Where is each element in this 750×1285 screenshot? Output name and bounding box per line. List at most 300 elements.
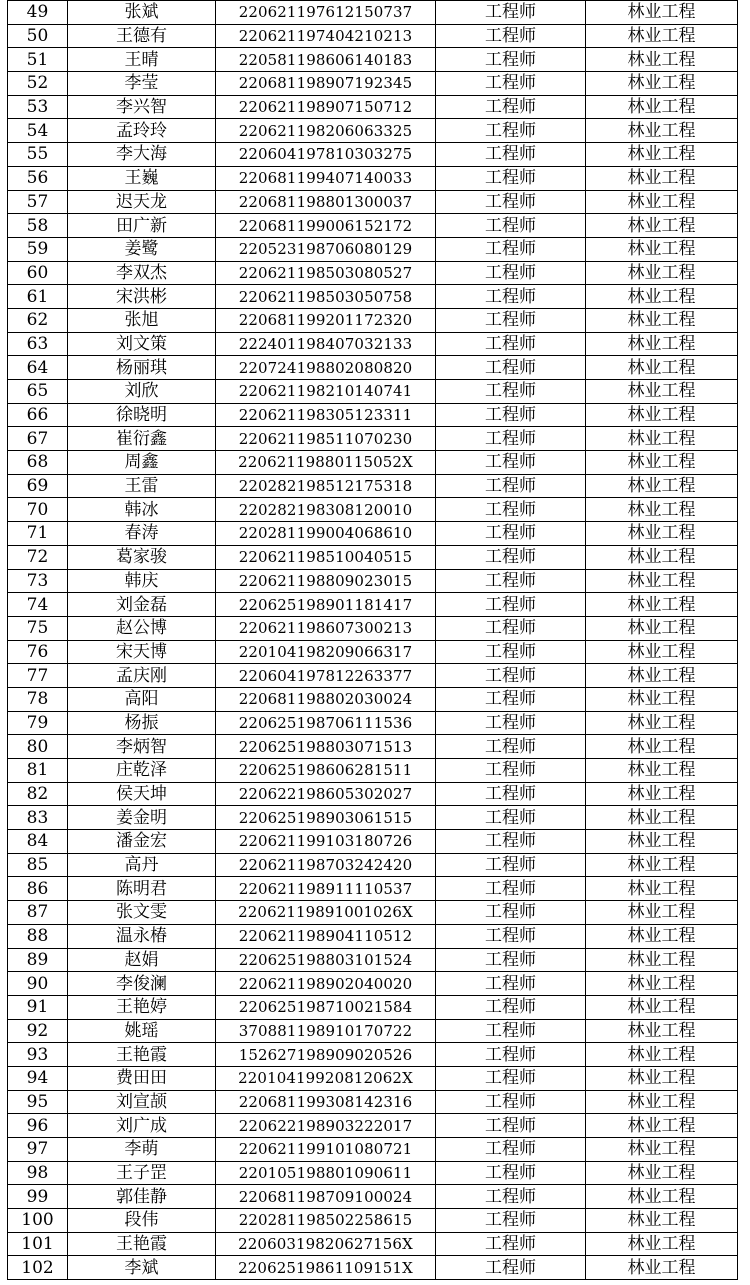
- name-cell: 李莹: [68, 72, 216, 96]
- name-cell: 刘宣颉: [68, 1090, 216, 1114]
- name-cell: 葛家骏: [68, 545, 216, 569]
- title-cell: 工程师: [436, 24, 586, 48]
- table-row: [8, 1090, 738, 1114]
- title-cell: 工程师: [436, 48, 586, 72]
- table-row: [8, 972, 738, 996]
- row-number-cell: 77: [8, 664, 68, 688]
- title-cell: 工程师: [436, 735, 586, 759]
- table-row: [8, 1114, 738, 1138]
- row-number-cell: 79: [8, 711, 68, 735]
- title-cell: 工程师: [436, 569, 586, 593]
- field-cell: 林业工程: [586, 72, 738, 96]
- field-cell: 林业工程: [586, 1161, 738, 1185]
- title-cell: 工程师: [436, 119, 586, 143]
- table-row: [8, 308, 738, 332]
- roster-table: [7, 0, 738, 1280]
- row-number-cell: 50: [8, 24, 68, 48]
- name-cell: 潘金宏: [68, 830, 216, 854]
- field-cell: 林业工程: [586, 403, 738, 427]
- name-cell: 宋洪彬: [68, 285, 216, 309]
- table-row: [8, 427, 738, 451]
- row-number-cell: 80: [8, 735, 68, 759]
- id-number-cell: 220625198901181417: [216, 593, 436, 617]
- row-number-cell: 55: [8, 143, 68, 167]
- title-cell: 工程师: [436, 853, 586, 877]
- row-number-cell: 57: [8, 190, 68, 214]
- id-number-cell: 220621198305123311: [216, 403, 436, 427]
- table-row: [8, 759, 738, 783]
- row-number-cell: 84: [8, 830, 68, 854]
- field-cell: 林业工程: [586, 995, 738, 1019]
- title-cell: 工程师: [436, 782, 586, 806]
- table-row: [8, 48, 738, 72]
- table-row: [8, 403, 738, 427]
- title-cell: 工程师: [436, 830, 586, 854]
- table-row: [8, 806, 738, 830]
- title-cell: 工程师: [436, 166, 586, 190]
- field-cell: 林业工程: [586, 214, 738, 238]
- id-number-cell: 220681198907192345: [216, 72, 436, 96]
- id-number-cell: 220681198802030024: [216, 687, 436, 711]
- row-number-cell: 51: [8, 48, 68, 72]
- title-cell: 工程师: [436, 1090, 586, 1114]
- title-cell: 工程师: [436, 498, 586, 522]
- title-cell: 工程师: [436, 1209, 586, 1233]
- title-cell: 工程师: [436, 1043, 586, 1067]
- table-row: [8, 1232, 738, 1256]
- name-cell: 张旭: [68, 308, 216, 332]
- table-row: [8, 119, 738, 143]
- id-number-cell: 22062119880115052X: [216, 451, 436, 475]
- table-row: [8, 214, 738, 238]
- row-number-cell: 64: [8, 356, 68, 380]
- table-row: [8, 24, 738, 48]
- table-row: [8, 877, 738, 901]
- table-row: [8, 545, 738, 569]
- title-cell: 工程师: [436, 1019, 586, 1043]
- id-number-cell: 220622198605302027: [216, 782, 436, 806]
- name-cell: 田广新: [68, 214, 216, 238]
- field-cell: 林业工程: [586, 190, 738, 214]
- field-cell: 林业工程: [586, 143, 738, 167]
- field-cell: 林业工程: [586, 1256, 738, 1280]
- row-number-cell: 65: [8, 380, 68, 404]
- id-number-cell: 220523198706080129: [216, 237, 436, 261]
- table-row: [8, 924, 738, 948]
- id-number-cell: 220621198809023015: [216, 569, 436, 593]
- table-row: [8, 72, 738, 96]
- title-cell: 工程师: [436, 759, 586, 783]
- row-number-cell: 56: [8, 166, 68, 190]
- name-cell: 孟玲玲: [68, 119, 216, 143]
- row-number-cell: 82: [8, 782, 68, 806]
- field-cell: 林业工程: [586, 356, 738, 380]
- row-number-cell: 68: [8, 451, 68, 475]
- table-row: [8, 640, 738, 664]
- row-number-cell: 98: [8, 1161, 68, 1185]
- table-row: [8, 261, 738, 285]
- name-cell: 段伟: [68, 1209, 216, 1233]
- row-number-cell: 85: [8, 853, 68, 877]
- row-number-cell: 96: [8, 1114, 68, 1138]
- field-cell: 林业工程: [586, 261, 738, 285]
- title-cell: 工程师: [436, 237, 586, 261]
- id-number-cell: 220621198607300213: [216, 616, 436, 640]
- row-number-cell: 58: [8, 214, 68, 238]
- row-number-cell: 89: [8, 948, 68, 972]
- name-cell: 崔衍鑫: [68, 427, 216, 451]
- field-cell: 林业工程: [586, 1090, 738, 1114]
- name-cell: 王晴: [68, 48, 216, 72]
- field-cell: 林业工程: [586, 1185, 738, 1209]
- table-row: [8, 1256, 738, 1280]
- field-cell: 林业工程: [586, 166, 738, 190]
- id-number-cell: 220621198904110512: [216, 924, 436, 948]
- id-number-cell: 220621198210140741: [216, 380, 436, 404]
- table-row: [8, 830, 738, 854]
- row-number-cell: 99: [8, 1185, 68, 1209]
- id-number-cell: 220681199006152172: [216, 214, 436, 238]
- field-cell: 林业工程: [586, 593, 738, 617]
- name-cell: 王巍: [68, 166, 216, 190]
- row-number-cell: 67: [8, 427, 68, 451]
- name-cell: 李兴智: [68, 95, 216, 119]
- row-number-cell: 78: [8, 687, 68, 711]
- field-cell: 林业工程: [586, 853, 738, 877]
- table-row: [8, 166, 738, 190]
- id-number-cell: 220621197404210213: [216, 24, 436, 48]
- field-cell: 林业工程: [586, 782, 738, 806]
- id-number-cell: 220105198801090611: [216, 1161, 436, 1185]
- field-cell: 林业工程: [586, 24, 738, 48]
- table-row: [8, 522, 738, 546]
- name-cell: 杨振: [68, 711, 216, 735]
- name-cell: 李炳智: [68, 735, 216, 759]
- row-number-cell: 63: [8, 332, 68, 356]
- title-cell: 工程师: [436, 214, 586, 238]
- name-cell: 陈明君: [68, 877, 216, 901]
- row-number-cell: 87: [8, 901, 68, 925]
- name-cell: 刘金磊: [68, 593, 216, 617]
- table-row: [8, 901, 738, 925]
- field-cell: 林业工程: [586, 687, 738, 711]
- table-row: [8, 474, 738, 498]
- title-cell: 工程师: [436, 664, 586, 688]
- title-cell: 工程师: [436, 522, 586, 546]
- field-cell: 林业工程: [586, 1114, 738, 1138]
- id-number-cell: 220621199103180726: [216, 830, 436, 854]
- id-number-cell: 370881198910170722: [216, 1019, 436, 1043]
- id-number-cell: 220621198511070230: [216, 427, 436, 451]
- title-cell: 工程师: [436, 593, 586, 617]
- table-row: [8, 687, 738, 711]
- row-number-cell: 100: [8, 1209, 68, 1233]
- name-cell: 张斌: [68, 1, 216, 25]
- row-number-cell: 59: [8, 237, 68, 261]
- title-cell: 工程师: [436, 1114, 586, 1138]
- id-number-cell: 220622198903222017: [216, 1114, 436, 1138]
- name-cell: 周鑫: [68, 451, 216, 475]
- title-cell: 工程师: [436, 948, 586, 972]
- row-number-cell: 62: [8, 308, 68, 332]
- name-cell: 王德有: [68, 24, 216, 48]
- field-cell: 林业工程: [586, 285, 738, 309]
- id-number-cell: 220581198606140183: [216, 48, 436, 72]
- id-number-cell: 220621198206063325: [216, 119, 436, 143]
- title-cell: 工程师: [436, 924, 586, 948]
- table-row: [8, 1, 738, 25]
- title-cell: 工程师: [436, 687, 586, 711]
- id-number-cell: 220621198503080527: [216, 261, 436, 285]
- id-number-cell: 220625198803071513: [216, 735, 436, 759]
- table-row: [8, 1138, 738, 1162]
- row-number-cell: 54: [8, 119, 68, 143]
- field-cell: 林业工程: [586, 1232, 738, 1256]
- table-row: [8, 1185, 738, 1209]
- field-cell: 林业工程: [586, 1209, 738, 1233]
- id-number-cell: 220621198510040515: [216, 545, 436, 569]
- table-row: [8, 143, 738, 167]
- name-cell: 刘欣: [68, 380, 216, 404]
- table-row: [8, 332, 738, 356]
- table-row: [8, 356, 738, 380]
- id-number-cell: 22062119891001026X: [216, 901, 436, 925]
- field-cell: 林业工程: [586, 711, 738, 735]
- row-number-cell: 88: [8, 924, 68, 948]
- field-cell: 林业工程: [586, 972, 738, 996]
- table-row: [8, 1043, 738, 1067]
- title-cell: 工程师: [436, 1161, 586, 1185]
- name-cell: 韩冰: [68, 498, 216, 522]
- field-cell: 林业工程: [586, 569, 738, 593]
- name-cell: 赵公博: [68, 616, 216, 640]
- title-cell: 工程师: [436, 545, 586, 569]
- table-row: [8, 593, 738, 617]
- name-cell: 杨丽琪: [68, 356, 216, 380]
- name-cell: 孟庆刚: [68, 664, 216, 688]
- id-number-cell: 220681199407140033: [216, 166, 436, 190]
- title-cell: 工程师: [436, 877, 586, 901]
- row-number-cell: 90: [8, 972, 68, 996]
- id-number-cell: 220625198803101524: [216, 948, 436, 972]
- table-row: [8, 735, 738, 759]
- row-number-cell: 91: [8, 995, 68, 1019]
- id-number-cell: 152627198909020526: [216, 1043, 436, 1067]
- title-cell: 工程师: [436, 285, 586, 309]
- title-cell: 工程师: [436, 995, 586, 1019]
- name-cell: 刘广成: [68, 1114, 216, 1138]
- field-cell: 林业工程: [586, 759, 738, 783]
- name-cell: 迟天龙: [68, 190, 216, 214]
- table-row: [8, 1019, 738, 1043]
- name-cell: 宋天博: [68, 640, 216, 664]
- field-cell: 林业工程: [586, 522, 738, 546]
- id-number-cell: 220282198308120010: [216, 498, 436, 522]
- field-cell: 林业工程: [586, 1043, 738, 1067]
- field-cell: 林业工程: [586, 640, 738, 664]
- id-number-cell: 220621199101080721: [216, 1138, 436, 1162]
- field-cell: 林业工程: [586, 545, 738, 569]
- name-cell: 李萌: [68, 1138, 216, 1162]
- id-number-cell: 220282198512175318: [216, 474, 436, 498]
- name-cell: 庄乾泽: [68, 759, 216, 783]
- id-number-cell: 22060319820627156X: [216, 1232, 436, 1256]
- title-cell: 工程师: [436, 711, 586, 735]
- id-number-cell: 22010419920812062X: [216, 1066, 436, 1090]
- title-cell: 工程师: [436, 403, 586, 427]
- title-cell: 工程师: [436, 1138, 586, 1162]
- name-cell: 王雷: [68, 474, 216, 498]
- title-cell: 工程师: [436, 616, 586, 640]
- field-cell: 林业工程: [586, 332, 738, 356]
- table-row: [8, 616, 738, 640]
- row-number-cell: 97: [8, 1138, 68, 1162]
- title-cell: 工程师: [436, 332, 586, 356]
- title-cell: 工程师: [436, 72, 586, 96]
- name-cell: 费田田: [68, 1066, 216, 1090]
- name-cell: 侯天坤: [68, 782, 216, 806]
- table-row: [8, 569, 738, 593]
- title-cell: 工程师: [436, 190, 586, 214]
- table-row: [8, 498, 738, 522]
- title-cell: 工程师: [436, 1185, 586, 1209]
- title-cell: 工程师: [436, 308, 586, 332]
- name-cell: 韩庆: [68, 569, 216, 593]
- table-row: [8, 380, 738, 404]
- name-cell: 李斌: [68, 1256, 216, 1280]
- id-number-cell: 22062519861109151X: [216, 1256, 436, 1280]
- title-cell: 工程师: [436, 356, 586, 380]
- table-row: [8, 711, 738, 735]
- field-cell: 林业工程: [586, 95, 738, 119]
- row-number-cell: 60: [8, 261, 68, 285]
- field-cell: 林业工程: [586, 830, 738, 854]
- field-cell: 林业工程: [586, 664, 738, 688]
- name-cell: 温永椿: [68, 924, 216, 948]
- id-number-cell: 220621198907150712: [216, 95, 436, 119]
- id-number-cell: 220724198802080820: [216, 356, 436, 380]
- row-number-cell: 71: [8, 522, 68, 546]
- table-row: [8, 995, 738, 1019]
- title-cell: 工程师: [436, 261, 586, 285]
- row-number-cell: 75: [8, 616, 68, 640]
- table-row: [8, 1161, 738, 1185]
- title-cell: 工程师: [436, 95, 586, 119]
- id-number-cell: 220604197810303275: [216, 143, 436, 167]
- name-cell: 王子罡: [68, 1161, 216, 1185]
- name-cell: 刘文策: [68, 332, 216, 356]
- id-number-cell: 220681199308142316: [216, 1090, 436, 1114]
- title-cell: 工程师: [436, 1, 586, 25]
- field-cell: 林业工程: [586, 308, 738, 332]
- field-cell: 林业工程: [586, 237, 738, 261]
- id-number-cell: 220625198706111536: [216, 711, 436, 735]
- row-number-cell: 61: [8, 285, 68, 309]
- field-cell: 林业工程: [586, 806, 738, 830]
- row-number-cell: 92: [8, 1019, 68, 1043]
- field-cell: 林业工程: [586, 924, 738, 948]
- title-cell: 工程师: [436, 640, 586, 664]
- name-cell: 徐晓明: [68, 403, 216, 427]
- title-cell: 工程师: [436, 972, 586, 996]
- field-cell: 林业工程: [586, 877, 738, 901]
- title-cell: 工程师: [436, 806, 586, 830]
- field-cell: 林业工程: [586, 1, 738, 25]
- table-row: [8, 1066, 738, 1090]
- title-cell: 工程师: [436, 1066, 586, 1090]
- name-cell: 王艳霞: [68, 1232, 216, 1256]
- table-row: [8, 853, 738, 877]
- id-number-cell: 220281199004068610: [216, 522, 436, 546]
- row-number-cell: 95: [8, 1090, 68, 1114]
- title-cell: 工程师: [436, 143, 586, 167]
- row-number-cell: 83: [8, 806, 68, 830]
- field-cell: 林业工程: [586, 498, 738, 522]
- id-number-cell: 220681199201172320: [216, 308, 436, 332]
- title-cell: 工程师: [436, 427, 586, 451]
- field-cell: 林业工程: [586, 735, 738, 759]
- title-cell: 工程师: [436, 474, 586, 498]
- name-cell: 赵娟: [68, 948, 216, 972]
- field-cell: 林业工程: [586, 451, 738, 475]
- id-number-cell: 222401198407032133: [216, 332, 436, 356]
- field-cell: 林业工程: [586, 616, 738, 640]
- roster-body: [8, 1, 738, 1280]
- title-cell: 工程师: [436, 1232, 586, 1256]
- table-row: [8, 451, 738, 475]
- table-row: [8, 190, 738, 214]
- table-row: [8, 95, 738, 119]
- name-cell: 姚瑶: [68, 1019, 216, 1043]
- id-number-cell: 220681198801300037: [216, 190, 436, 214]
- id-number-cell: 220621198911110537: [216, 877, 436, 901]
- row-number-cell: 53: [8, 95, 68, 119]
- name-cell: 姜金明: [68, 806, 216, 830]
- field-cell: 林业工程: [586, 1019, 738, 1043]
- field-cell: 林业工程: [586, 119, 738, 143]
- table-row: [8, 782, 738, 806]
- id-number-cell: 220625198710021584: [216, 995, 436, 1019]
- name-cell: 李俊澜: [68, 972, 216, 996]
- id-number-cell: 220621198503050758: [216, 285, 436, 309]
- name-cell: 李双杰: [68, 261, 216, 285]
- name-cell: 春涛: [68, 522, 216, 546]
- row-number-cell: 102: [8, 1256, 68, 1280]
- title-cell: 工程师: [436, 451, 586, 475]
- title-cell: 工程师: [436, 901, 586, 925]
- id-number-cell: 220625198606281511: [216, 759, 436, 783]
- field-cell: 林业工程: [586, 948, 738, 972]
- row-number-cell: 49: [8, 1, 68, 25]
- field-cell: 林业工程: [586, 1066, 738, 1090]
- row-number-cell: 101: [8, 1232, 68, 1256]
- field-cell: 林业工程: [586, 474, 738, 498]
- table-row: [8, 948, 738, 972]
- id-number-cell: 220104198209066317: [216, 640, 436, 664]
- id-number-cell: 220621197612150737: [216, 1, 436, 25]
- row-number-cell: 70: [8, 498, 68, 522]
- title-cell: 工程师: [436, 380, 586, 404]
- name-cell: 李大海: [68, 143, 216, 167]
- row-number-cell: 72: [8, 545, 68, 569]
- id-number-cell: 220625198903061515: [216, 806, 436, 830]
- name-cell: 郭佳静: [68, 1185, 216, 1209]
- table-row: [8, 285, 738, 309]
- name-cell: 张文雯: [68, 901, 216, 925]
- name-cell: 王艳霞: [68, 1043, 216, 1067]
- field-cell: 林业工程: [586, 901, 738, 925]
- row-number-cell: 66: [8, 403, 68, 427]
